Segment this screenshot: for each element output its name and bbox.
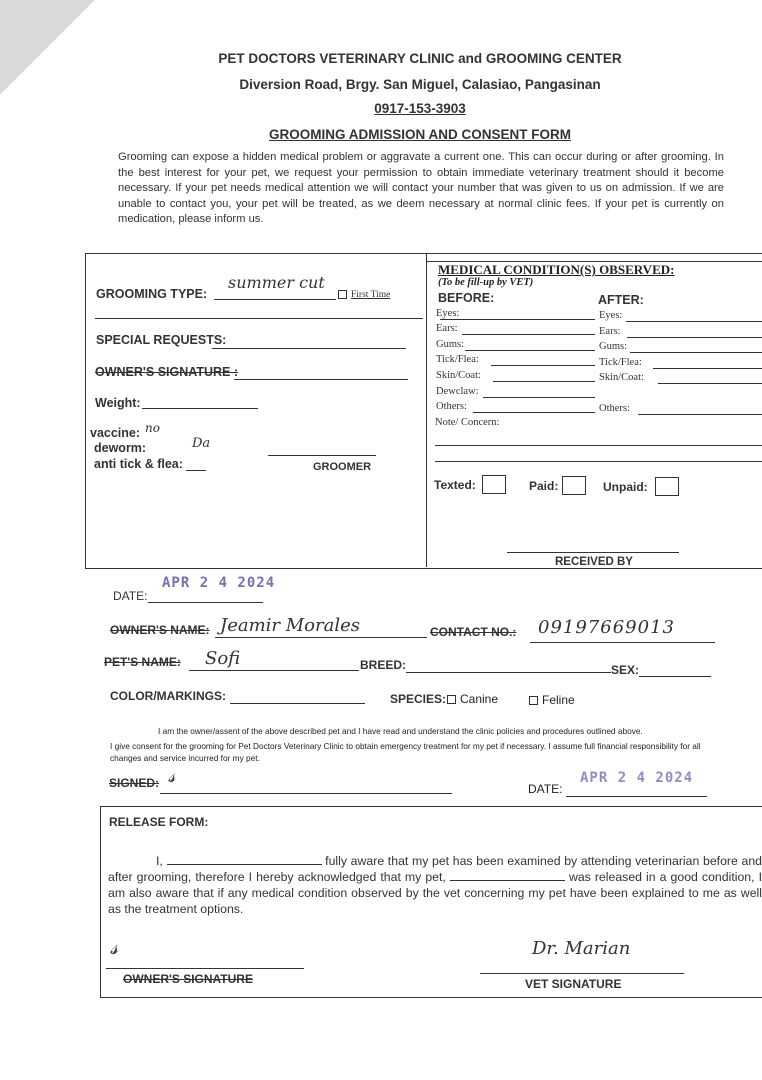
contact-label: CONTACT NO.:	[430, 625, 517, 639]
before-label: BEFORE:	[438, 291, 495, 305]
special-requests-line	[212, 348, 406, 349]
deworm-value: Da	[192, 436, 211, 451]
contact-value: 09197669013	[538, 617, 675, 638]
owner-signature-label: OWNER'S SIGNATURE :	[95, 365, 239, 379]
before-field-line	[491, 365, 595, 366]
paid-checkbox[interactable]	[562, 476, 586, 495]
before-field-line	[473, 412, 595, 413]
vet-sig-line	[480, 973, 684, 974]
paid-label: Paid:	[529, 479, 559, 493]
color-line	[230, 703, 365, 704]
consent-date-label: DATE:	[528, 782, 563, 796]
after-field-line	[626, 321, 762, 322]
feline-label: Feline	[542, 693, 575, 707]
canine-option[interactable]	[447, 692, 498, 706]
texted-label: Texted:	[434, 478, 476, 492]
first-time-checkbox[interactable]	[338, 290, 390, 300]
deworm-label: deworm:	[94, 441, 147, 455]
after-field-line	[658, 383, 762, 384]
clinic-address: Diversion Road, Brgy. San Miguel, Calasiao, Pangasinan	[239, 77, 601, 92]
grooming-type-line	[214, 299, 336, 300]
owner-signature-line	[234, 379, 408, 380]
date-line	[148, 602, 263, 603]
intro-paragraph: Grooming can expose a hidden medical problem or aggravate a current one. This can occur during or after grooming. In the best interest for your pet, we request your permission to obtain immediate veterinary treatment should it become necessary. If your pet needs medical attention we will contact your number that was given to us on admission. If we are unable to contact you, your pet will be treated, as we deem necessary at normal clinic fees. If your pet is currently on medication, please inform us.	[118, 151, 724, 225]
first-time-box[interactable]	[338, 290, 347, 299]
medical-title: MEDICAL CONDITION(S) OBSERVED:	[438, 262, 675, 277]
vet-sig-value: Dr. Marian	[532, 938, 631, 959]
vaccine-label: vaccine:	[90, 426, 141, 440]
consent-line-1: I am the owner/assent of the above described pet and I have read and understand the clinic policies and procedures outlined above.	[158, 726, 643, 736]
vaccine-value: no	[145, 421, 160, 435]
after-field-3: Tick/Flea:	[599, 357, 642, 368]
received-by-label: RECEIVED BY	[555, 556, 633, 568]
unpaid-checkbox[interactable]	[655, 477, 679, 496]
after-field-2: Gums:	[599, 341, 628, 352]
release-text-1: I,	[156, 854, 163, 868]
after-field-line	[627, 337, 762, 338]
release-text-2: fully aware that my pet has been examined by attending veterinarian before and after grooming, therefore I hereby acknowledged that my pet,	[108, 854, 762, 884]
consent-line-2: I give consent for the grooming for Pet Doctors Veterinary Clinic to obtain emergency treatment for my pet if necessary. I assume full financial responsibility for all changes and service incurred for my pet.	[110, 741, 701, 763]
sex-line	[639, 676, 711, 677]
owner-name-value: Jeamir Morales	[220, 615, 361, 636]
owner-name-label: OWNER'S NAME:	[110, 623, 210, 637]
clinic-phone: 0917-153-3903	[374, 101, 466, 116]
groomer-line	[268, 455, 376, 456]
texted-checkbox[interactable]	[482, 475, 506, 494]
owner-name-line	[215, 637, 427, 638]
vet-sig-label: VET SIGNATURE	[525, 977, 622, 991]
signed-label: SIGNED:	[109, 776, 160, 790]
before-field-6: Others:	[436, 401, 467, 412]
antitick-label: anti tick & flea:	[94, 457, 183, 471]
antitick-line	[186, 470, 206, 471]
canine-label: Canine	[460, 692, 499, 706]
release-text	[108, 853, 762, 917]
before-field-line	[440, 319, 595, 320]
color-label: COLOR/MARKINGS:	[110, 689, 226, 703]
before-field-line	[493, 381, 595, 382]
consent-date-stamp: APR 2 4 2024	[580, 770, 694, 786]
canine-checkbox[interactable]	[447, 695, 456, 704]
breed-label: BREED:	[360, 658, 407, 672]
grooming-type-label: GROOMING TYPE:	[96, 287, 208, 301]
form-title: GROOMING ADMISSION AND CONSENT FORM	[269, 127, 571, 142]
sex-label: SEX:	[611, 663, 640, 677]
note-label: Note/ Concern:	[435, 417, 500, 428]
pet-name-value: Sofi	[205, 648, 241, 669]
before-field-line	[483, 397, 595, 398]
grooming-type-line-2	[95, 318, 423, 319]
feline-option[interactable]	[529, 693, 575, 707]
before-field-5: Dewclaw:	[436, 386, 479, 397]
weight-line	[142, 408, 258, 409]
species-label: SPECIES:	[390, 692, 447, 706]
after-label: AFTER:	[598, 293, 644, 307]
grooming-type-value: summer cut	[228, 273, 325, 292]
unpaid-label: Unpaid:	[603, 480, 648, 494]
owner-sig-mark: 𝓈	[110, 935, 119, 960]
consent-date-line	[566, 796, 707, 797]
note-line-1	[435, 445, 762, 446]
received-by-line	[507, 552, 679, 553]
feline-checkbox[interactable]	[529, 696, 538, 705]
weight-label: Weight:	[95, 396, 141, 410]
before-field-line	[465, 350, 595, 351]
pet-name-line	[189, 670, 359, 671]
date-stamp: APR 2 4 2024	[162, 575, 276, 591]
after-field-line	[630, 352, 762, 353]
owner-sig-label: OWNER'S SIGNATURE	[123, 972, 253, 986]
before-field-4: Skin/Coat:	[436, 370, 481, 381]
before-field-3: Tick/Flea:	[436, 354, 479, 365]
before-field-line	[462, 334, 595, 335]
after-field-0: Eyes:	[599, 310, 623, 321]
after-field-5: Others:	[599, 403, 630, 414]
breed-line	[406, 672, 611, 673]
release-title: RELEASE FORM:	[109, 815, 209, 829]
medical-subtitle: (To be fill-up by VET)	[438, 277, 534, 288]
before-field-2: Gums:	[436, 339, 465, 350]
after-field-1: Ears:	[599, 326, 621, 337]
before-field-1: Ears:	[436, 323, 458, 334]
groomer-label: GROOMER	[313, 461, 372, 473]
signed-line	[160, 793, 452, 794]
signed-signature: 𝓈	[168, 763, 176, 787]
first-time-label: First Time	[351, 290, 391, 300]
owner-sig-line	[106, 968, 304, 969]
date-label: DATE:	[113, 589, 148, 603]
note-line-2	[435, 461, 762, 462]
pet-name-label: PET'S NAME:	[104, 655, 181, 669]
before-field-0: Eyes:	[436, 308, 460, 319]
after-field-line	[638, 414, 762, 415]
release-text-3: was released in a good condition, I am also aware that if any medical condition observed by the vet concerning my pet have been explained to me as well as the treatment options.	[108, 870, 762, 916]
clinic-name: PET DOCTORS VETERINARY CLINIC and GROOMING CENTER	[218, 51, 622, 66]
box-divider	[426, 253, 427, 567]
after-field-4: Skin/Coat:	[599, 372, 644, 383]
special-requests-label: SPECIAL REQUESTS:	[96, 333, 227, 347]
after-field-line	[653, 368, 762, 369]
contact-line	[530, 642, 715, 643]
